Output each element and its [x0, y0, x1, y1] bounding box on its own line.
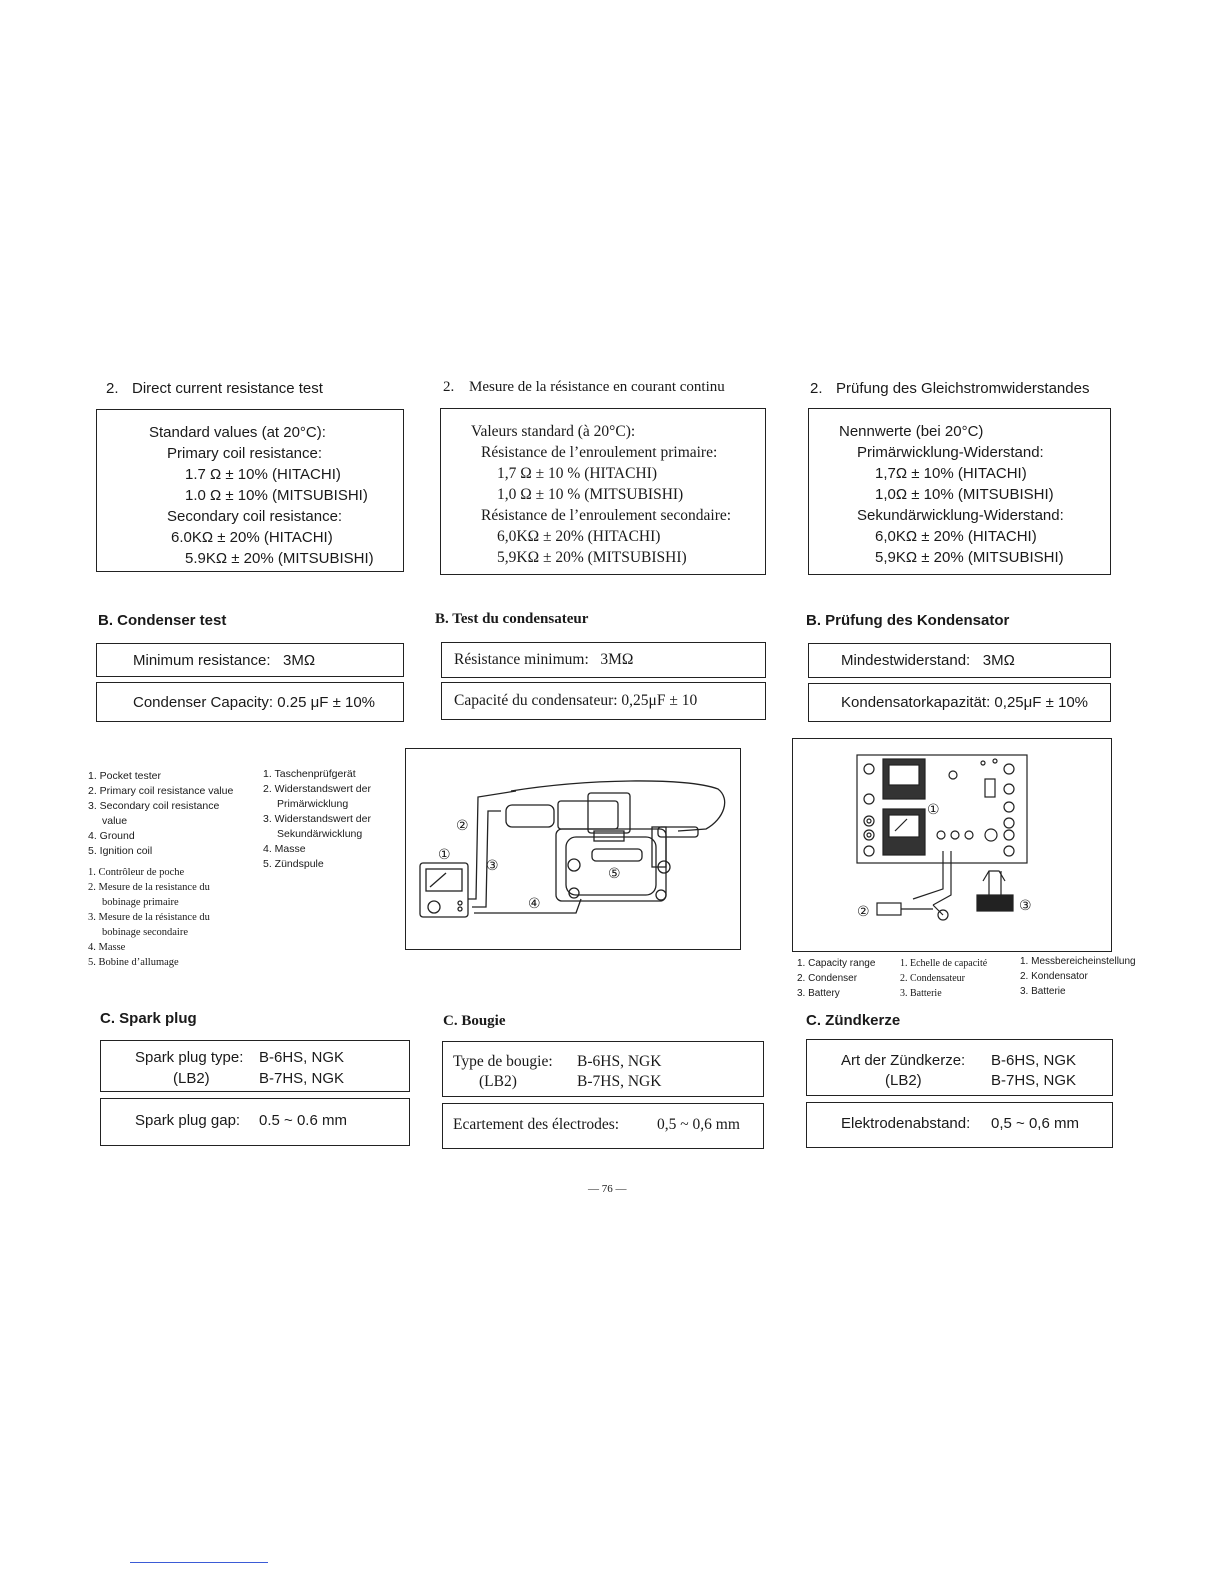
- de-gap-label: Elektrodenabstand:: [841, 1115, 971, 1132]
- en-plug-lb2-value: B-7HS, NGK: [259, 1070, 345, 1087]
- fr-res-line-3: 1,0 Ω ± 10 % (MITSUBISHI): [497, 486, 684, 503]
- de-plug-lb2-value: B-7HS, NGK: [991, 1072, 1077, 1089]
- de-plug-lb2-label: (LB2): [885, 1072, 922, 1089]
- en-condenser-title: B. Condenser test: [98, 612, 227, 629]
- de-res-line-0: Nennwerte (bei 20°C): [839, 423, 984, 440]
- de-plug-type-label: Art der Zündkerze:: [841, 1052, 966, 1069]
- de-min-resistance: Mindestwiderstand: 3MΩ: [841, 652, 1015, 669]
- fig1-callout-4: ④: [528, 895, 541, 911]
- fig2-callout-3: ③: [1019, 897, 1032, 913]
- fig1-legend-fr-3: 3. Mesure de la résistance du: [88, 912, 210, 923]
- en-plug-type-value: B-6HS, NGK: [259, 1049, 345, 1066]
- de-res-line-6: 5,9KΩ ± 20% (MITSUBISHI): [875, 549, 1064, 566]
- fr-gap-value: 0,5 ~ 0,6 mm: [657, 1116, 740, 1133]
- de-plug-type-box: [806, 1039, 1113, 1096]
- en-min-resistance: Minimum resistance: 3MΩ: [133, 651, 316, 669]
- en-plug-lb2-label: (LB2): [173, 1070, 210, 1087]
- de-capacity: Kondensatorkapazität: 0,25μF ± 10%: [841, 694, 1089, 711]
- en-capacity-box: [96, 682, 404, 722]
- fig2-callout-1: ①: [927, 801, 940, 817]
- fig1-legend-de-4: 4. Masse: [263, 843, 306, 855]
- fig2-legend-de-2: 2. Kondensator: [1020, 971, 1088, 982]
- fig2-legend-de: [1020, 954, 1136, 999]
- fr-plug-type-box: [442, 1041, 764, 1097]
- fig2-callout-2: ②: [857, 903, 870, 919]
- de-min-resistance-box: [808, 643, 1111, 678]
- fig1-legend-en-5: 5. Ignition coil: [88, 845, 153, 857]
- fig1-legend-de-5: 5. Zündspule: [263, 858, 324, 870]
- de-res-line-2: 1,7Ω ± 10% (HITACHI): [875, 465, 1027, 482]
- en-res-line-2: 1.7 Ω ± 10% (HITACHI): [185, 466, 341, 483]
- fig1-legend-de-2: 2. Widerstandswert der: [263, 783, 371, 795]
- figure-1-ignition-coil-test: [405, 748, 741, 950]
- figure-2-condenser-test: [792, 738, 1112, 952]
- en-gap-label: Spark plug gap:: [135, 1112, 241, 1129]
- fr-res-line-5: 6,0KΩ ± 20% (HITACHI): [497, 528, 661, 545]
- fig1-legend-en-3b: value: [102, 815, 128, 827]
- fig1-legend-fr-4: 4. Masse: [88, 942, 126, 953]
- en-gap-value: 0.5 ~ 0.6 mm: [259, 1112, 347, 1129]
- bottom-rule: [130, 1562, 268, 1563]
- fr-plug-type-label: Type de bougie:: [453, 1053, 553, 1070]
- en-plug-type-label: Spark plug type:: [135, 1049, 244, 1066]
- de-heading-text: Prüfung des Gleichstromwiderstandes: [836, 380, 1090, 397]
- pocket-tester: [420, 863, 468, 917]
- fig1-callout-2: ②: [456, 817, 469, 833]
- fr-heading-text: Mesure de la résistance en courant continu: [469, 379, 725, 395]
- fig1-legend-de-3: 3. Widerstandswert der: [263, 813, 371, 825]
- fr-plug-lb2-label: (LB2): [479, 1073, 517, 1090]
- fr-res-line-0: Valeurs standard (à 20°C):: [471, 423, 636, 440]
- fig2-legend-fr: [900, 956, 987, 1001]
- fig2-legend-fr-2: 2. Condensateur: [900, 973, 965, 984]
- de-gap-box: [806, 1102, 1113, 1148]
- fig2-legend-de-1: 1. Messbereicheinstellung: [1020, 956, 1136, 967]
- fr-condenser-title: B. Test du condensateur: [435, 611, 589, 627]
- fig2-legend-en: [797, 956, 875, 1001]
- fr-gap-box: [442, 1103, 764, 1149]
- en-plug-type-box: [100, 1040, 410, 1092]
- en-res-line-3: 1.0 Ω ± 10% (MITSUBISHI): [185, 487, 368, 504]
- coil-body: [506, 805, 554, 827]
- fig2-legend-fr-1: 1. Echelle de capacité: [900, 958, 988, 969]
- fr-heading-number: 2.: [443, 379, 455, 395]
- de-capacity-box: [808, 683, 1111, 722]
- en-res-line-5: 6.0KΩ ± 20% (HITACHI): [171, 529, 333, 546]
- fig1-legend-fr-1: 1. Contrôleur de poche: [88, 867, 185, 878]
- fr-plug-lb2-value: B-7HS, NGK: [577, 1073, 662, 1090]
- fr-plug-type-value: B-6HS, NGK: [577, 1053, 662, 1070]
- fig2-legend-de-3: 3. Batterie: [1020, 986, 1066, 997]
- fr-plug-title: C. Bougie: [443, 1013, 506, 1029]
- en-res-line-0: Standard values (at 20°C):: [149, 424, 326, 441]
- en-heading: [106, 380, 323, 397]
- fig1-legend-de-2b: Primärwicklung: [277, 798, 349, 810]
- fr-res-line-4: Résistance de l’enroulement secondaire:: [481, 507, 732, 524]
- fr-capacity: Capacité du condensateur: 0,25μF ± 10: [454, 692, 698, 709]
- fr-capacity-box: [441, 682, 766, 720]
- fig2-legend-en-2: 2. Condenser: [797, 973, 858, 984]
- fig1-legend-en-4: 4. Ground: [88, 830, 135, 842]
- en-plug-title: C. Spark plug: [100, 1010, 197, 1027]
- de-res-line-4: Sekundärwicklung-Widerstand:: [857, 507, 1064, 524]
- fig1-legend-fr-5: 5. Bobine d’allumage: [88, 957, 179, 968]
- fig2-legend-fr-3: 3. Batterie: [900, 988, 942, 999]
- fig2-legend-en-3: 3. Battery: [797, 988, 840, 999]
- fig1-legend-en-3: 3. Secondary coil resistance: [88, 800, 220, 812]
- de-res-line-3: 1,0Ω ± 10% (MITSUBISHI): [875, 486, 1054, 503]
- fr-res-line-1: Résistance de l’enroulement primaire:: [481, 444, 718, 461]
- figure-2-drawing: [793, 739, 1111, 951]
- fig1-legend-fr: [88, 865, 258, 970]
- de-resistance-box: [808, 408, 1111, 575]
- de-res-line-5: 6,0KΩ ± 20% (HITACHI): [875, 528, 1037, 545]
- en-res-line-1: Primary coil resistance:: [167, 445, 323, 462]
- fr-min-resistance-box: [441, 642, 766, 678]
- fig1-callout-3: ③: [486, 857, 499, 873]
- fig1-legend-en-1: 1. Pocket tester: [88, 770, 161, 782]
- en-res-line-6: 5.9KΩ ± 20% (MITSUBISHI): [185, 550, 374, 567]
- fr-min-resistance: Résistance minimum: 3MΩ: [454, 651, 634, 668]
- de-plug-type-value: B-6HS, NGK: [991, 1052, 1077, 1069]
- en-heading-number: 2.: [106, 380, 119, 397]
- en-min-resistance-box: [96, 643, 404, 677]
- fig1-legend-de: [263, 767, 403, 872]
- fr-res-line-2: 1,7 Ω ± 10 % (HITACHI): [497, 465, 657, 482]
- en-heading-text: Direct current resistance test: [132, 380, 323, 397]
- fig1-legend-en-2: 2. Primary coil resistance value: [88, 785, 234, 797]
- fig1-callout-5: ⑤: [608, 865, 621, 881]
- de-gap-value: 0,5 ~ 0,6 mm: [991, 1115, 1079, 1132]
- fig1-legend-fr-2b: bobinage primaire: [102, 897, 179, 908]
- fr-heading: [443, 379, 725, 396]
- fig1-legend-en: [88, 769, 258, 859]
- fr-gap-label: Ecartement des électrodes:: [453, 1116, 620, 1133]
- de-heading-number: 2.: [810, 380, 823, 397]
- fr-res-line-6: 5,9KΩ ± 20% (MITSUBISHI): [497, 549, 687, 566]
- figure-1-drawing: [406, 749, 740, 949]
- en-resistance-box: [96, 409, 404, 572]
- en-capacity: Condenser Capacity: 0.25 μF ± 10%: [133, 693, 375, 711]
- fig2-legend-en-1: 1. Capacity range: [797, 958, 876, 969]
- en-gap-box: [100, 1098, 410, 1146]
- fig1-legend-fr-2: 2. Mesure de la resistance du: [88, 882, 210, 893]
- fr-resistance-box: [440, 408, 766, 575]
- de-res-line-1: Primärwicklung-Widerstand:: [857, 444, 1044, 461]
- page-number: — 76 —: [588, 1183, 627, 1195]
- fig1-legend-de-1: 1. Taschenprüfgerät: [263, 768, 356, 780]
- en-res-line-4: Secondary coil resistance:: [167, 508, 343, 525]
- fig1-callout-1: ①: [438, 846, 451, 862]
- de-condenser-title: B. Prüfung des Kondensator: [806, 612, 1010, 629]
- fig1-legend-de-3b: Sekundärwicklung: [277, 828, 363, 840]
- de-plug-title: C. Zündkerze: [806, 1012, 901, 1029]
- fig1-legend-fr-3b: bobinage secondaire: [102, 927, 189, 938]
- de-heading: [810, 380, 1089, 397]
